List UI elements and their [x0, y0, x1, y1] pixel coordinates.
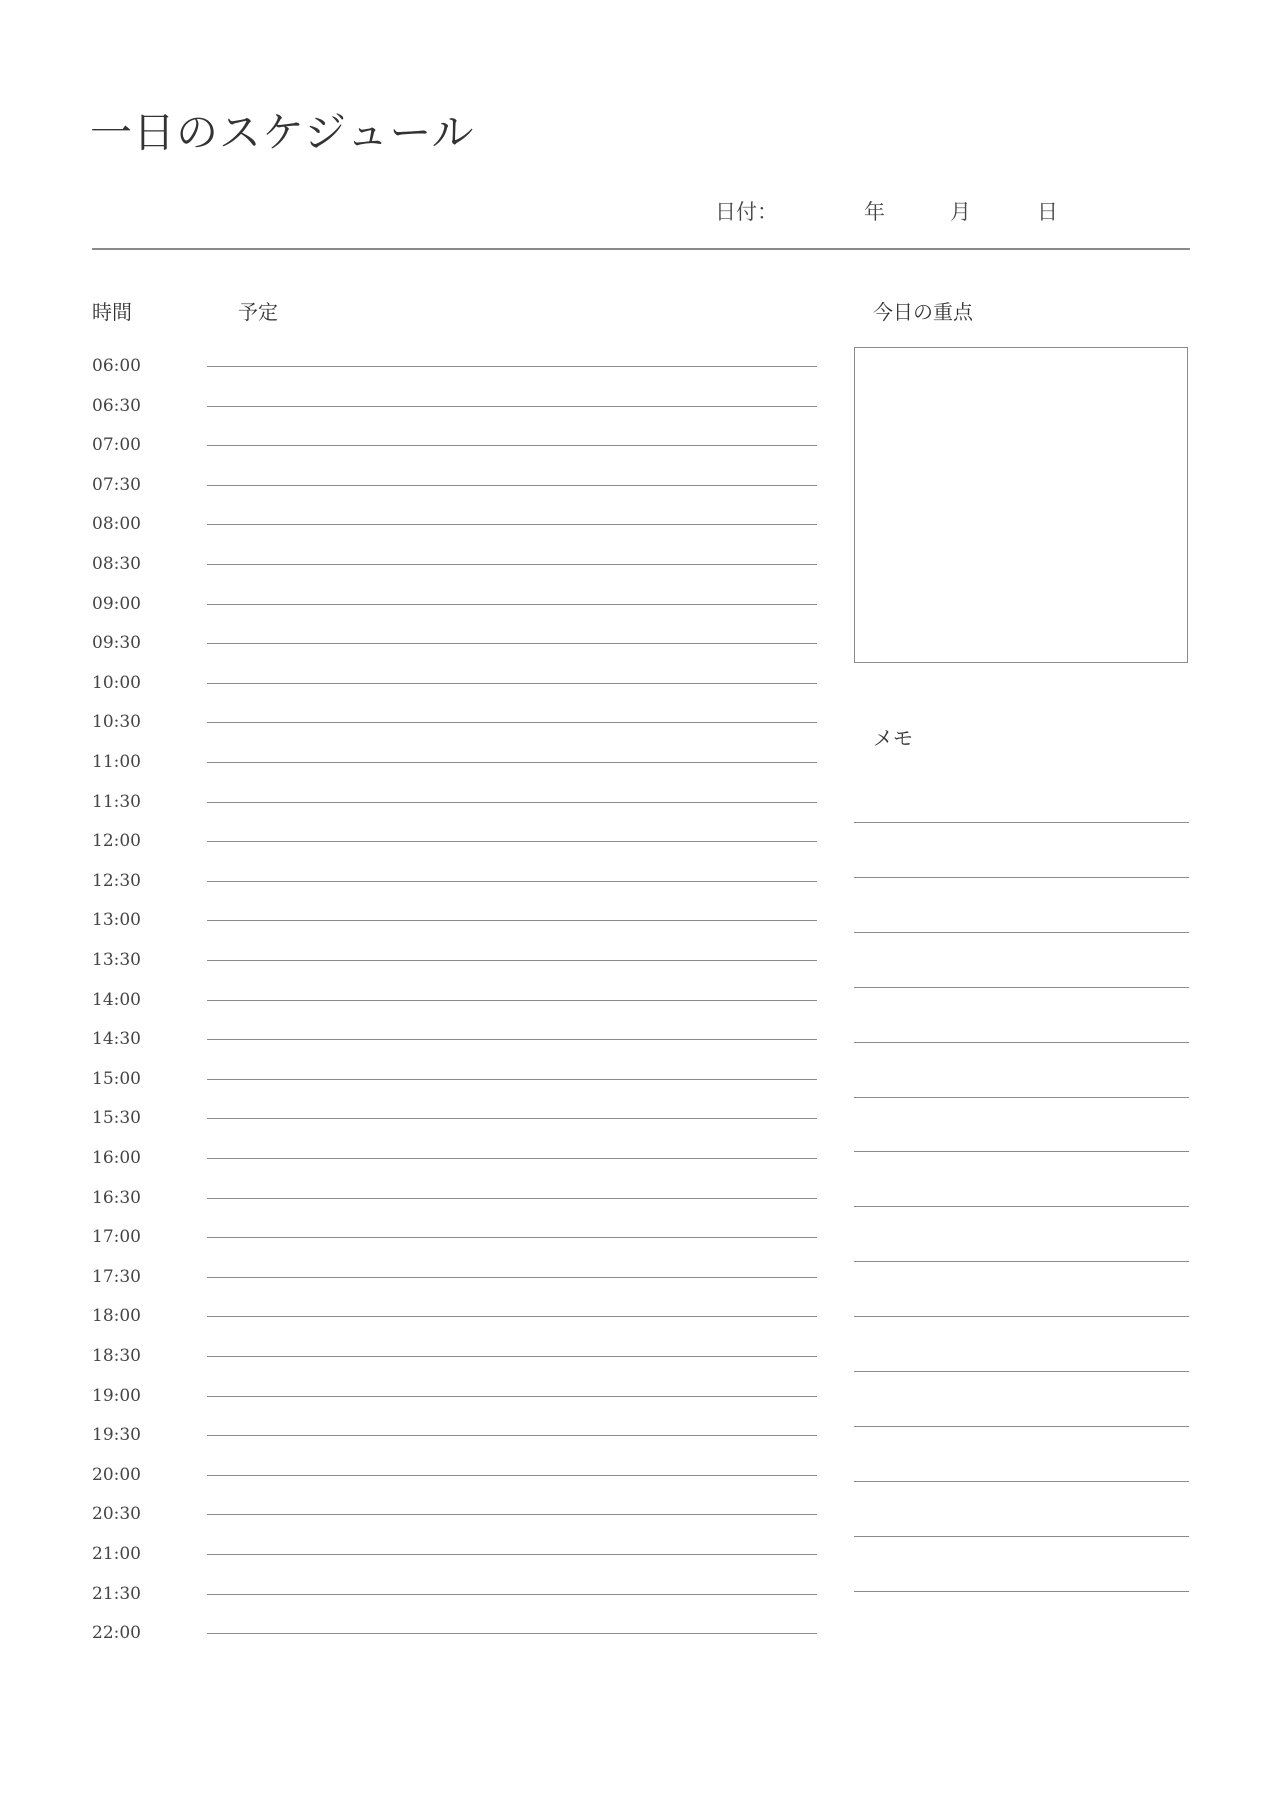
time-slot-label: 12:30 [92, 870, 141, 891]
schedule-entry-line[interactable] [207, 881, 817, 882]
memo-line[interactable] [854, 822, 1189, 823]
date-label: 日付： [715, 200, 778, 224]
schedule-entry-line[interactable] [207, 1198, 817, 1199]
schedule-entry-line[interactable] [207, 960, 817, 961]
memo-line[interactable] [854, 877, 1189, 878]
schedule-entry-line[interactable] [207, 1356, 817, 1357]
time-slot-label: 17:00 [92, 1227, 141, 1248]
schedule-entry-line[interactable] [207, 1039, 817, 1040]
schedule-entry-line[interactable] [207, 485, 817, 486]
time-slot-label: 15:00 [92, 1068, 141, 1089]
time-slot-label: 13:00 [92, 910, 141, 931]
schedule-entry-line[interactable] [207, 1079, 817, 1080]
time-slot-label: 21:00 [92, 1544, 141, 1564]
memo-line[interactable] [854, 1481, 1189, 1482]
time-slot-label: 19:30 [92, 1425, 141, 1446]
time-slot-label: 11:30 [92, 791, 141, 812]
memo-line[interactable] [854, 1042, 1189, 1043]
memo-line[interactable] [854, 1316, 1189, 1317]
page-title: 一日のスケジュール [90, 108, 475, 157]
schedule-entry-line[interactable] [207, 1514, 817, 1515]
time-slot-label: 14:00 [92, 989, 141, 1010]
schedule-entry-line[interactable] [207, 1554, 817, 1555]
memo-line[interactable] [854, 1536, 1189, 1537]
time-slot-label: 21:30 [92, 1583, 141, 1604]
focus-box[interactable] [854, 347, 1188, 663]
time-slot-label: 20:00 [92, 1464, 141, 1485]
schedule-entry-line[interactable] [207, 802, 817, 803]
time-column-header: 時間 [92, 300, 132, 324]
time-slot-label: 16:00 [92, 1148, 141, 1168]
schedule-entry-line[interactable] [207, 762, 817, 763]
memo-line[interactable] [854, 1591, 1189, 1592]
time-slot-label: 17:30 [92, 1266, 141, 1287]
time-slot-label: 07:00 [92, 435, 141, 456]
time-slot-label: 09:00 [92, 593, 141, 614]
time-slot-label: 07:30 [92, 474, 141, 495]
schedule-entry-line[interactable] [207, 643, 817, 644]
memo-line[interactable] [854, 1261, 1189, 1262]
date-month-label: 月 [950, 200, 971, 224]
time-slot-label: 06:00 [92, 356, 141, 376]
schedule-entry-line[interactable] [207, 604, 817, 605]
time-slot-label: 18:00 [92, 1306, 141, 1327]
time-slot-label: 16:30 [92, 1187, 141, 1208]
schedule-entry-line[interactable] [207, 920, 817, 921]
schedule-entry-line[interactable] [207, 1316, 817, 1317]
plan-column-header: 予定 [238, 300, 278, 324]
schedule-entry-line[interactable] [207, 1237, 817, 1238]
memo-line[interactable] [854, 1206, 1189, 1207]
schedule-entry-line[interactable] [207, 366, 817, 367]
time-slot-label: 12:00 [92, 831, 141, 852]
time-slot-label: 19:00 [92, 1385, 141, 1406]
time-slot-label: 22:00 [92, 1623, 141, 1644]
schedule-entry-line[interactable] [207, 1594, 817, 1595]
time-slot-label: 14:30 [92, 1029, 141, 1050]
schedule-entry-line[interactable] [207, 564, 817, 565]
date-year-label: 年 [864, 200, 885, 224]
memo-line[interactable] [854, 932, 1189, 933]
memo-line[interactable] [854, 1151, 1189, 1152]
schedule-entry-line[interactable] [207, 1118, 817, 1119]
time-slot-label: 10:00 [92, 672, 141, 693]
focus-section-header: 今日の重点 [873, 300, 973, 324]
schedule-entry-line[interactable] [207, 1475, 817, 1476]
schedule-entry-line[interactable] [207, 1435, 817, 1436]
time-slot-label: 10:30 [92, 712, 141, 733]
schedule-entry-line[interactable] [207, 1000, 817, 1001]
schedule-entry-line[interactable] [207, 841, 817, 842]
schedule-entry-line[interactable] [207, 1633, 817, 1634]
time-slot-label: 20:30 [92, 1504, 141, 1525]
memo-line[interactable] [854, 1097, 1189, 1098]
schedule-entry-line[interactable] [207, 1396, 817, 1397]
time-slot-label: 08:30 [92, 554, 141, 574]
time-slot-label: 09:30 [92, 633, 141, 654]
memo-line[interactable] [854, 987, 1189, 988]
time-slot-label: 11:00 [92, 752, 141, 772]
memo-line[interactable] [854, 1426, 1189, 1427]
time-slot-label: 06:30 [92, 395, 141, 416]
schedule-entry-line[interactable] [207, 1277, 817, 1278]
memo-section-header: メモ [873, 726, 913, 750]
schedule-entry-line[interactable] [207, 445, 817, 446]
time-slot-label: 15:30 [92, 1108, 141, 1129]
date-day-label: 日 [1037, 200, 1058, 224]
time-slot-label: 08:00 [92, 514, 141, 535]
time-slot-label: 18:30 [92, 1346, 141, 1366]
schedule-entry-line[interactable] [207, 683, 817, 684]
memo-line[interactable] [854, 1371, 1189, 1372]
schedule-entry-line[interactable] [207, 524, 817, 525]
schedule-entry-line[interactable] [207, 722, 817, 723]
schedule-entry-line[interactable] [207, 406, 817, 407]
schedule-entry-line[interactable] [207, 1158, 817, 1159]
time-slot-label: 13:30 [92, 950, 141, 970]
